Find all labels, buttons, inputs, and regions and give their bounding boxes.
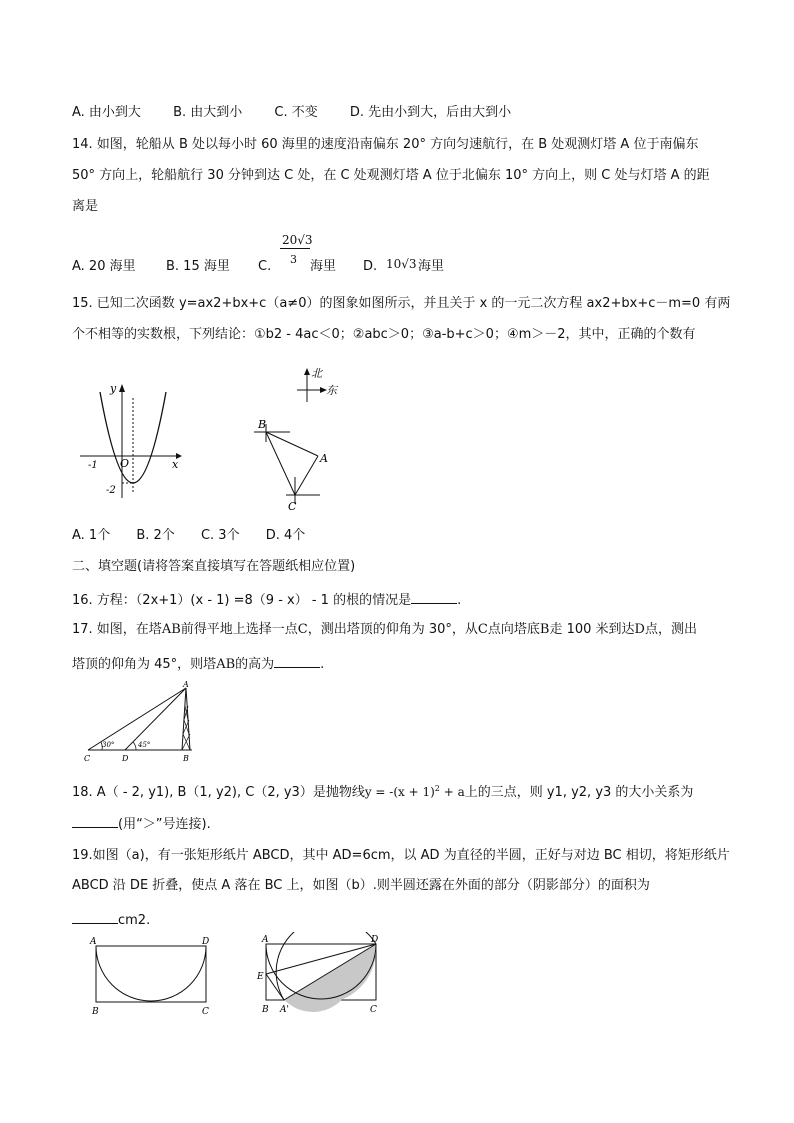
q13-options <box>72 105 511 121</box>
parabola-curve <box>100 392 166 483</box>
q17-text-seg: ，测出塔顶的仰角为 30°，从 <box>307 622 478 637</box>
q17-text-line1 <box>72 622 697 638</box>
point-c-label: C <box>288 500 297 513</box>
q15-text-line1: 15. 已知二次函数 y=ax2+bx+c（a≠0）的图象如图所示，并且关于 x 的一元二次方程 ax2+bx+c－m=0 有两 <box>72 296 731 311</box>
q17-math-c: C <box>477 622 488 637</box>
x-axis-label: x <box>172 458 179 471</box>
q17-answer-blank <box>274 655 320 668</box>
fraction-bar <box>280 248 310 249</box>
segment-ac <box>295 456 318 495</box>
point-a-label: A <box>90 937 97 947</box>
q17-tower-figure <box>80 680 200 766</box>
point-a-label: A <box>320 452 328 465</box>
q16-answer-blank <box>411 591 457 604</box>
q14-option-d-label: D. <box>363 259 378 274</box>
point-d-label: D <box>122 754 129 763</box>
point-c-label: C <box>202 1007 209 1017</box>
angle-arc-45 <box>133 742 136 750</box>
compass-east-label: 东 <box>326 384 337 397</box>
q18-text-seg: 18. A（ - 2, y1), B（1, y2), C（2, y3）是抛物线 <box>72 785 365 800</box>
q17-text-seg: 点，测出 <box>644 622 697 637</box>
q14-option-c-label: C. <box>258 259 272 274</box>
shaded-region <box>284 944 376 1012</box>
q17-text-seg: 塔顶的仰角为 45°，则塔 <box>72 657 217 672</box>
point-a-prime-label: A' <box>280 1005 289 1015</box>
q16-end: . <box>457 593 462 608</box>
q19-text-line1: 19.如图（a)，有一张矩形纸片 ABCD，其中 AD=6cm，以 AD 为直径的半圆，正好与对边 BC 相切，将矩形纸片 <box>72 848 730 863</box>
point-b-label: B <box>183 754 189 763</box>
y-axis-arrow-icon <box>119 384 125 392</box>
q13-option-a: A. 由小到大 <box>72 105 141 120</box>
q14-option-a: A. 20 海里 <box>72 259 136 274</box>
y-axis-label: y <box>110 382 117 395</box>
q17-math-d: D <box>634 622 645 637</box>
point-b-label: B <box>262 1005 269 1015</box>
q19-text-line2: ABCD 沿 DE 折叠，使点 A 落在 BC 上，如图（b）.则半圆还露在外面的部分（阴影部分）的面积为 <box>72 878 650 893</box>
tick-label-neg1: -1 <box>88 460 98 471</box>
q19-figure-b <box>256 932 386 1020</box>
segment-bc <box>266 432 295 495</box>
q17-math-b: B <box>539 622 550 637</box>
q17-text-line2 <box>72 655 324 673</box>
q18-formula-part: + a <box>439 785 465 799</box>
point-c-label: C <box>370 1005 377 1015</box>
q14-option-b: B. 15 海里 <box>166 259 230 274</box>
angle-30-label: 30° <box>102 741 115 749</box>
q17-end: . <box>320 657 325 672</box>
q13-option-c: C. 不变 <box>274 105 318 120</box>
q14-option-d-expression: 10√3 <box>386 257 417 271</box>
q14-option-c-numerator: 20√3 <box>282 233 313 247</box>
q17-text-seg: 点向塔底 <box>487 622 540 637</box>
q17-math-ab: AB <box>216 657 236 672</box>
q14-text-line3: 离是 <box>72 199 99 214</box>
q17-text-seg: 17. 如图，在塔 <box>72 622 162 637</box>
q18-text-line2 <box>72 815 211 833</box>
q15-option-c: C. 3个 <box>200 528 240 543</box>
q17-math-ab: AB <box>161 622 181 637</box>
q14-option-c-unit: 海里 <box>310 259 337 274</box>
q19-figure-a <box>88 934 216 1020</box>
q18-text-seg: 上的三点，则 y1, y2, y3 的大小关系为 <box>464 785 694 800</box>
q14-option-c-denominator: 3 <box>290 253 297 266</box>
q15-option-d: D. 4个 <box>265 528 306 543</box>
tower-top-label: A <box>183 680 189 689</box>
q15-option-b: B. 2个 <box>136 528 175 543</box>
q14-option-c-fraction <box>280 232 313 266</box>
q19-answer-blank <box>72 911 118 924</box>
point-b-label: B <box>258 418 267 431</box>
point-b-label: B <box>92 1007 99 1017</box>
line-da <box>125 688 186 750</box>
point-c-label: C <box>84 754 91 763</box>
q19-text-line3 <box>72 911 150 929</box>
q18-text-seg: (用“＞”号连接). <box>118 817 211 832</box>
point-e-label: E <box>257 972 264 982</box>
semicircle <box>96 946 206 1001</box>
origin-label: O <box>120 457 130 470</box>
q18-answer-blank <box>72 815 118 828</box>
q15-text-line2: 个不相等的实数根，下列结论：①b2 - 4ac＜0；②abc＞0；③a-b+c＞0；④m＞－2，其中，正确的个数有 <box>72 327 696 342</box>
north-arrow-icon <box>304 368 310 375</box>
q17-math-c: C <box>297 622 308 637</box>
q15-options <box>72 528 305 544</box>
q18-text-line1 <box>72 781 693 801</box>
point-a-label: A <box>262 935 269 945</box>
tick-label-neg2: -2 <box>106 485 116 496</box>
rectangle-abcd <box>96 946 206 1002</box>
q15-option-a: A. 1个 <box>72 528 111 543</box>
q18-formula-part: y = -(x + 1) <box>364 785 435 799</box>
q15-parabola-graph <box>76 378 186 502</box>
q14-text-line2: 50° 方向上，轮船航行 30 分钟到达 C 处，在 C 处观测灯塔 A 位于北偏东 10° 方向上，则 C 处与灯塔 A 的距 <box>72 168 710 183</box>
q14-option-d-unit: 海里 <box>418 259 445 274</box>
q18-formula-exponent: 2 <box>434 784 440 793</box>
q17-text-seg: 走 100 米到达 <box>549 622 635 637</box>
q19-text-seg: cm2. <box>118 913 151 928</box>
q18-formula <box>365 785 465 799</box>
segment-ba <box>266 432 318 456</box>
section-title: 二、填空题(请将答案直接填写在答题纸相应位置) <box>72 559 356 574</box>
q13-option-d: D. 先由小到大，后由大到小 <box>349 105 512 120</box>
angle-45-label: 45° <box>138 741 151 749</box>
point-d-label: D <box>202 937 210 947</box>
q16-question <box>72 591 461 609</box>
q17-text-seg: 的高为 <box>235 657 275 672</box>
q13-option-b: B. 由大到小 <box>173 105 243 120</box>
q16-text: 16. 方程：（2x+1）(x - 1) =8（9 - x） - 1 的根的情况是 <box>72 593 412 608</box>
point-d-label: D <box>371 935 379 945</box>
q17-text-seg: 前得平地上选择一点 <box>180 622 298 637</box>
compass-north-label: 北 <box>311 367 322 380</box>
q14-text-line1: 14. 如图，轮船从 B 处以每小时 60 海里的速度沿南偏东 20° 方向匀速航行，在 B 处观测灯塔 A 位于南偏东 <box>72 137 699 152</box>
q15-navigation-figure <box>248 364 348 514</box>
